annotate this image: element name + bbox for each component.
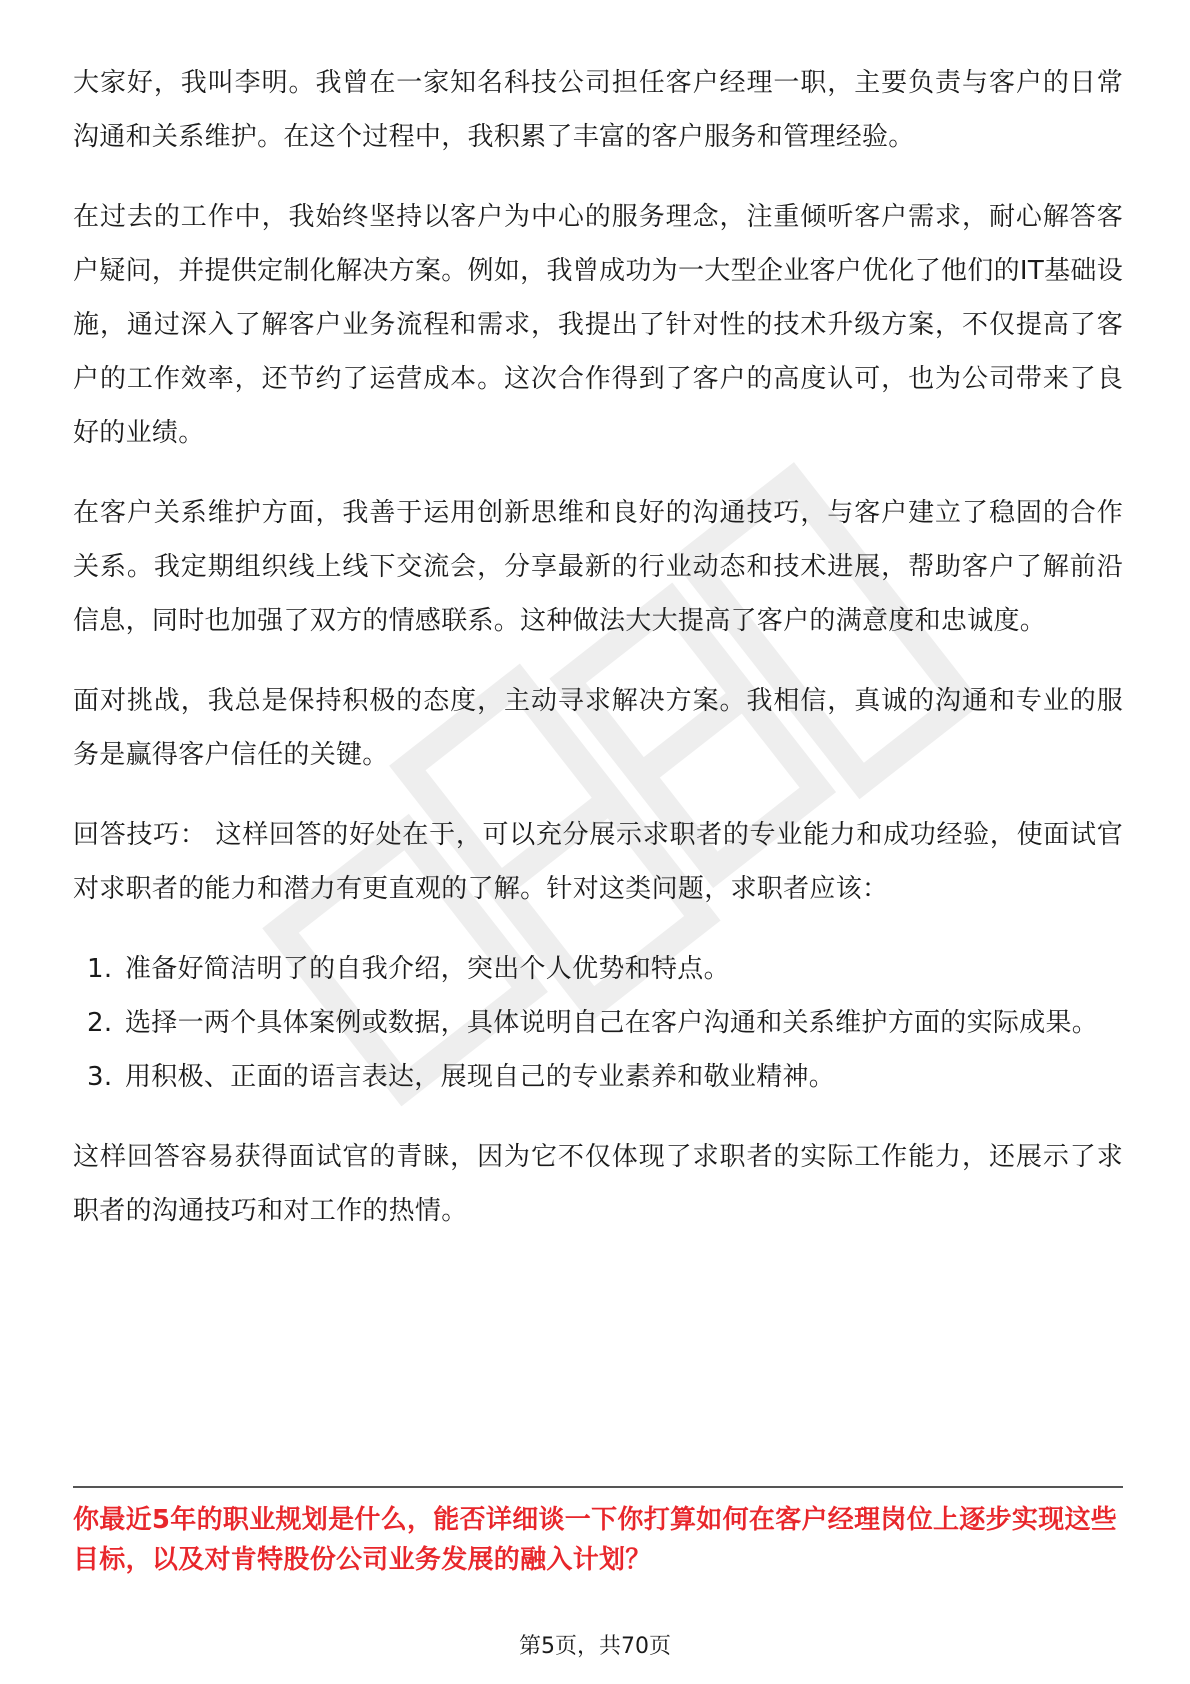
list-text: 选择一两个具体案例或数据，具体说明自己在客户沟通和关系维护方面的实际成果。 <box>125 1008 1099 1038</box>
answer-paragraph-1: 大家好，我叫李明。我曾在一家知名科技公司担任客户经理一职，主要负责与客户的日常沟通和关系维护。在这个过程中，我积累了丰富的客户服务和管理经验。 <box>73 68 1123 152</box>
next-question-heading: 你最近5年的职业规划是什么，能否详细谈一下你打算如何在客户经理岗位上逐步实现这些目标，以及对肯特股份公司业务发展的融入计划？ <box>73 1505 1118 1575</box>
list-text: 准备好简洁明了的自我介绍，突出个人优势和特点。 <box>125 954 730 984</box>
page-footer: 第5页，共70页 <box>519 1634 671 1659</box>
tips-intro: 回答技巧： 这样回答的好处在于，可以充分展示求职者的专业能力和成功经验，使面试官对求职者的能力和潜力有更直观的了解。针对这类问题，求职者应该： <box>73 820 1123 904</box>
tips-conclusion: 这样回答容易获得面试官的青睐，因为它不仅体现了求职者的实际工作能力，还展示了求职者的沟通技巧和对工作的热情。 <box>73 1142 1123 1226</box>
list-item <box>73 996 1123 1050</box>
list-number: 1. <box>87 954 113 984</box>
list-item <box>73 942 1123 996</box>
list-number: 3. <box>87 1062 113 1092</box>
answer-paragraph-4: 面对挑战，我总是保持积极的态度，主动寻求解决方案。我相信，真诚的沟通和专业的服务是赢得客户信任的关键。 <box>73 686 1123 770</box>
list-number: 2. <box>87 1008 113 1038</box>
section-divider <box>73 1486 1123 1488</box>
list-item <box>73 1050 1123 1104</box>
answer-paragraph-3: 在客户关系维护方面，我善于运用创新思维和良好的沟通技巧，与客户建立了稳固的合作关系。我定期组织线上线下交流会，分享最新的行业动态和技术进展，帮助客户了解前沿信息，同时也加强了双方的情感联系。这种做法大大提高了客户的满意度和忠诚度。 <box>73 498 1123 636</box>
list-text: 用积极、正面的语言表达，展现自己的专业素养和敬业精神。 <box>125 1062 836 1092</box>
answer-paragraph-2: 在过去的工作中，我始终坚持以客户为中心的服务理念，注重倾听客户需求，耐心解答客户疑问，并提供定制化解决方案。例如，我曾成功为一大型企业客户优化了他们的IT基础设施，通过深入了解客户业务流程和需求，我提出了针对性的技术升级方案，不仅提高了客户的工作效率，还节约了运营成本。这次合作得到了客户的高度认可，也为公司带来了良好的业绩。 <box>73 202 1123 448</box>
main-content <box>73 56 1123 1264</box>
tips-list <box>73 942 1123 1104</box>
